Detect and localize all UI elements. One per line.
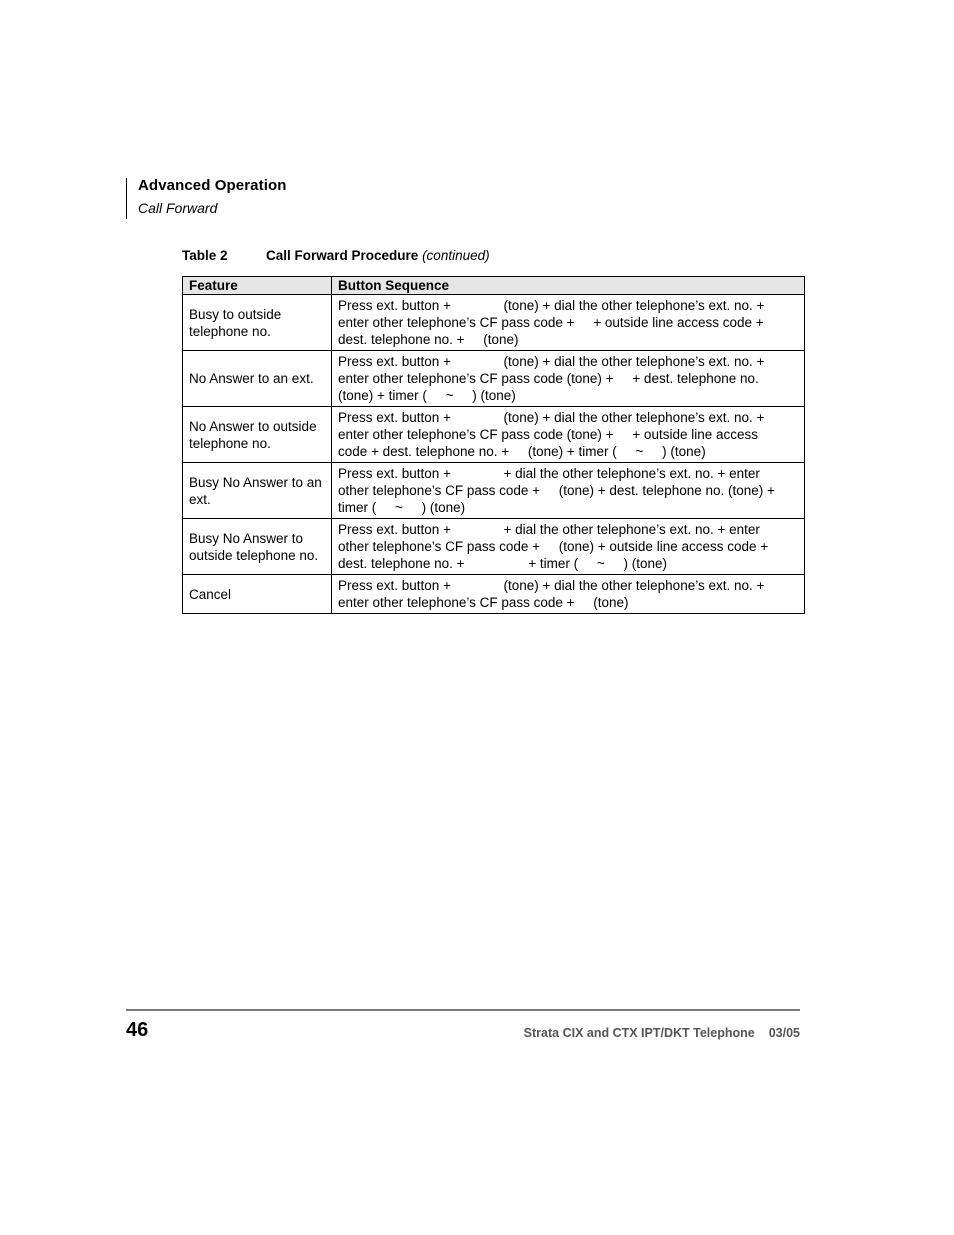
button-sequence-cell [332,463,805,519]
button-sequence-cell [332,575,805,614]
footer-date: 03/05 [768,1026,800,1040]
table-body [183,295,805,614]
column-header-button-sequence: Button Sequence [332,277,805,295]
feature-cell: Busy No Answer to an ext. [183,463,332,519]
feature-cell: Busy No Answer to outside telephone no. [183,519,332,575]
table-row [183,351,805,407]
table-caption [182,248,490,263]
sequence-line: timer ( ~ ) (tone) [338,500,466,515]
table-number: Table 2 [182,248,228,263]
section-title: Advanced Operation [138,177,287,194]
sequence-line: code + dest. telephone no. + (tone) + timer ( ~ ) (tone) [338,444,706,459]
section-subtitle: Call Forward [138,200,218,216]
feature-cell: No Answer to outside telephone no. [183,407,332,463]
footer-product-line [524,1026,800,1040]
call-forward-table [182,276,805,614]
feature-cell: Busy to outside telephone no. [183,295,332,351]
page-number: 46 [126,1019,149,1041]
sequence-line: other telephone’s CF pass code + (tone) + dest. telephone no. (tone) + [338,483,775,498]
table-header-row [183,277,805,295]
sequence-line: Press ext. button + + dial the other telephone’s ext. no. + enter [338,466,760,481]
sequence-line: Press ext. button + (tone) + dial the other telephone’s ext. no. + [338,410,765,425]
sequence-line: other telephone’s CF pass code + (tone) + outside line access code + [338,539,769,554]
table-row [183,519,805,575]
button-sequence-cell [332,351,805,407]
table-row [183,407,805,463]
footer-rule [126,1009,800,1011]
sequence-line: (tone) + timer ( ~ ) (tone) [338,388,516,403]
button-sequence-cell [332,519,805,575]
sequence-line: enter other telephone’s CF pass code + + outside line access code + [338,315,764,330]
table-continued-note: (continued) [422,248,490,263]
footer-product-name: Strata CIX and CTX IPT/DKT Telephone [523,1026,755,1040]
button-sequence-cell [332,407,805,463]
table-row [183,463,805,519]
sequence-line: Press ext. button + (tone) + dial the other telephone’s ext. no. + [338,298,765,313]
column-header-feature: Feature [183,277,332,295]
sequence-line: Press ext. button + (tone) + dial the other telephone’s ext. no. + [338,354,765,369]
sequence-line: Press ext. button + + dial the other telephone’s ext. no. + enter [338,522,760,537]
header-rule [126,178,127,219]
sequence-line: dest. telephone no. + (tone) [338,332,519,347]
sequence-line: enter other telephone’s CF pass code (tone) + + outside line access [338,427,758,442]
sequence-line: enter other telephone’s CF pass code + (tone) [338,595,629,610]
sequence-line: enter other telephone’s CF pass code (tone) + + dest. telephone no. [338,371,759,386]
button-sequence-cell [332,295,805,351]
sequence-line: dest. telephone no. + + timer ( ~ ) (tone) [338,556,668,571]
table-title: Call Forward Procedure [266,248,419,263]
feature-cell: No Answer to an ext. [183,351,332,407]
sequence-line: Press ext. button + (tone) + dial the other telephone’s ext. no. + [338,578,765,593]
feature-cell: Cancel [183,575,332,614]
table-row [183,295,805,351]
table-row [183,575,805,614]
